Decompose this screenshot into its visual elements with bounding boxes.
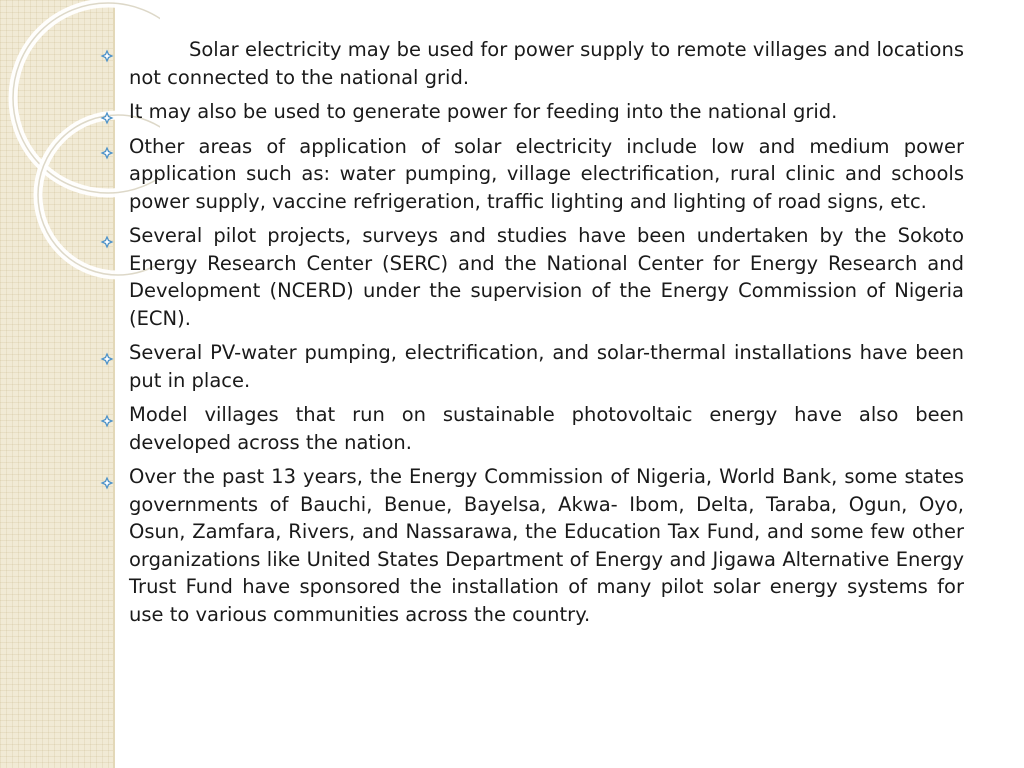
bullet-text: Several PV-water pumping, electrification, and solar-thermal installations have been put in place. <box>129 341 964 392</box>
bullet-item <box>100 98 964 126</box>
bullet-item <box>100 463 964 628</box>
diamond-four-petal-icon <box>100 140 114 154</box>
diamond-four-petal-icon <box>100 470 114 484</box>
bullet-item <box>100 222 964 332</box>
diamond-four-petal-icon <box>100 408 114 422</box>
bullet-item <box>100 36 964 91</box>
bullet-text: Model villages that run on sustainable photovoltaic energy have also been developed across the nation. <box>129 403 964 454</box>
diamond-four-petal-icon <box>100 229 114 243</box>
bullet-text: Over the past 13 years, the Energy Commission of Nigeria, World Bank, some states governments of Bauchi, Benue, Bayelsa, Akwa- Ibom, Delta, Taraba, Ogun, Oyo, Osun, Zamfara, Rivers, and Nassarawa, the Education Tax Fund, and some few other organizations like United States Department of Energy and Jigawa Alternative Energy Trust Fund have sponsored the installation of many pilot solar energy systems for use to various communities across the country. <box>129 465 964 626</box>
diamond-four-petal-icon <box>100 43 114 57</box>
bullet-item <box>100 133 964 216</box>
bullet-text: It may also be used to generate power for feeding into the national grid. <box>129 100 838 123</box>
diamond-four-petal-icon <box>100 346 114 360</box>
bullet-text: Other areas of application of solar electricity include low and medium power application such as: water pumping, village electrification, rural clinic and schools power supply, vaccine refrigeration, traffic lighting and lighting of road signs, etc. <box>129 134 964 213</box>
bullet-text: Solar electricity may be used for power supply to remote villages and locations not connected to the national grid. <box>129 38 964 89</box>
bullet-list <box>100 36 964 628</box>
bullet-text: Several pilot projects, surveys and studies have been undertaken by the Sokoto Energy Research Center (SERC) and the National Center for Energy Research and Development (NCERD) under the supervision of the Energy Commission of Nigeria (ECN). <box>129 224 964 330</box>
slide-content <box>100 36 964 635</box>
bullet-item <box>100 339 964 394</box>
bullet-item <box>100 401 964 456</box>
diamond-four-petal-icon <box>100 105 114 119</box>
